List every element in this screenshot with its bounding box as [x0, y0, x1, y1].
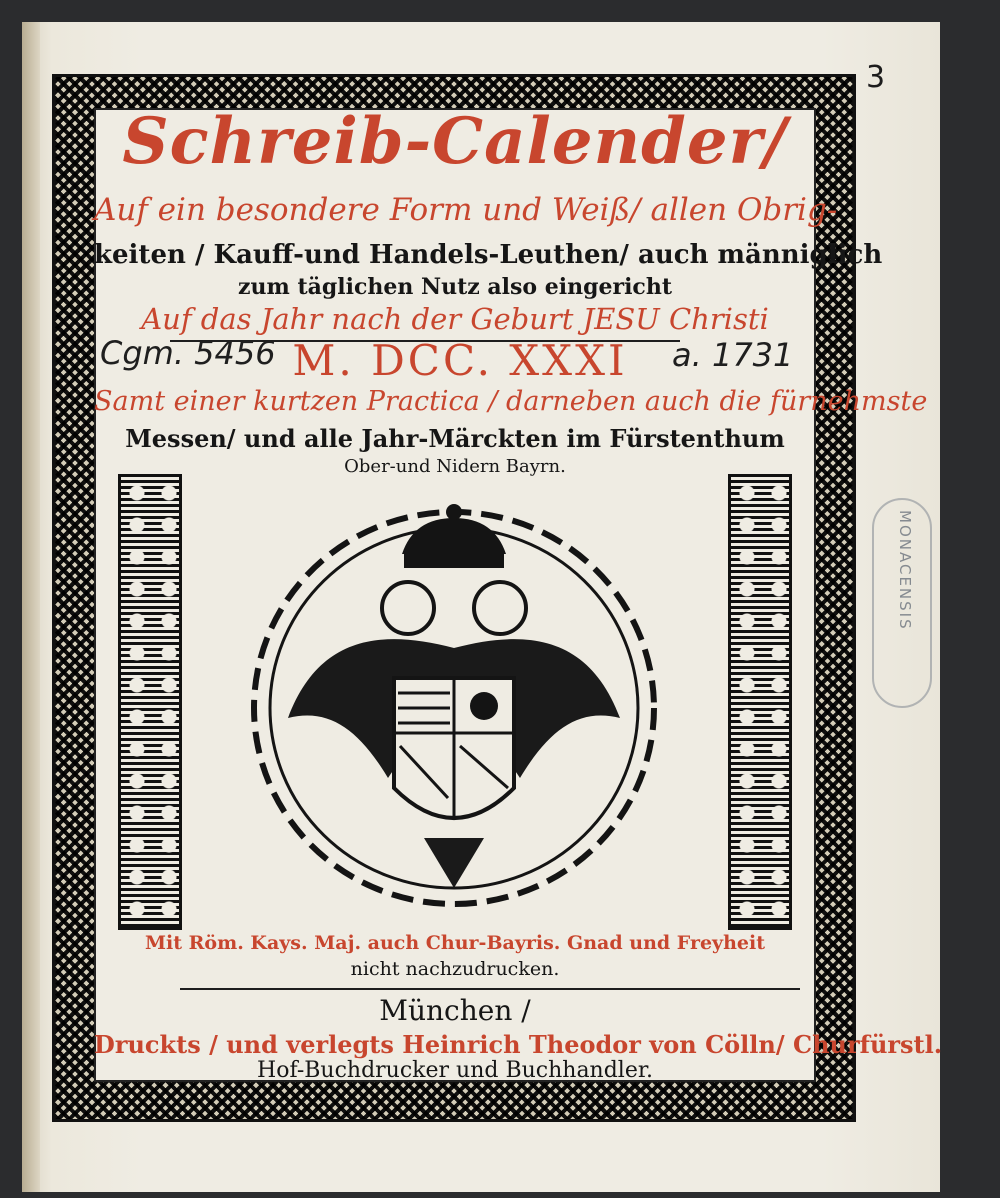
- subtitle-line-3: zum täglichen Nutz also eingericht: [238, 274, 672, 300]
- subtitle-line-4: Auf das Jahr nach der Geburt JESU Christi: [141, 302, 769, 336]
- page-title: Schreib-Calender/: [122, 104, 788, 179]
- practica-line-2: Messen/ und alle Jahr-Märckten im Fürstenthum: [125, 424, 785, 453]
- shelfmark-handwritten: Cgm. 5456: [100, 334, 276, 372]
- practica-line-3: Ober-und Nidern Bayrn.: [344, 456, 566, 477]
- divider-rule-lower: [180, 988, 800, 990]
- subtitle-line-2: keiten / Kauff-und Handels-Leuthen/ auch männiglich: [94, 240, 883, 270]
- year-roman: M. DCC. XXXI: [292, 336, 628, 385]
- library-stamp-text: MONACENSIS: [896, 510, 914, 631]
- imprint-printer: Druckts / und verlegts Heinrich Theodor von Cölln/ Churfürstl.: [94, 1030, 943, 1059]
- privilege-line-1: Mit Röm. Kays. Maj. auch Chur-Bayris. Gnad und Freyheit: [145, 932, 765, 954]
- folio-number: 3: [866, 60, 886, 95]
- imprint-place: München /: [379, 994, 531, 1027]
- coat-of-arms-icon: [228, 478, 680, 926]
- page-spine: [22, 22, 40, 1192]
- imprint-printer-title: Hof-Buchdrucker und Buchhandler.: [257, 1058, 653, 1083]
- subtitle-line-1: Auf ein besondere Form und Weiß/ allen Obrig-: [94, 192, 838, 228]
- left-ornament-band-icon: [118, 474, 182, 930]
- year-handwritten: a. 1731: [672, 336, 794, 374]
- right-ornament-band-icon: [728, 474, 792, 930]
- privilege-line-2: nicht nachzudrucken.: [350, 958, 560, 980]
- practica-line-1: Samt einer kurtzen Practica / darneben auch die fürnehmste: [94, 386, 928, 417]
